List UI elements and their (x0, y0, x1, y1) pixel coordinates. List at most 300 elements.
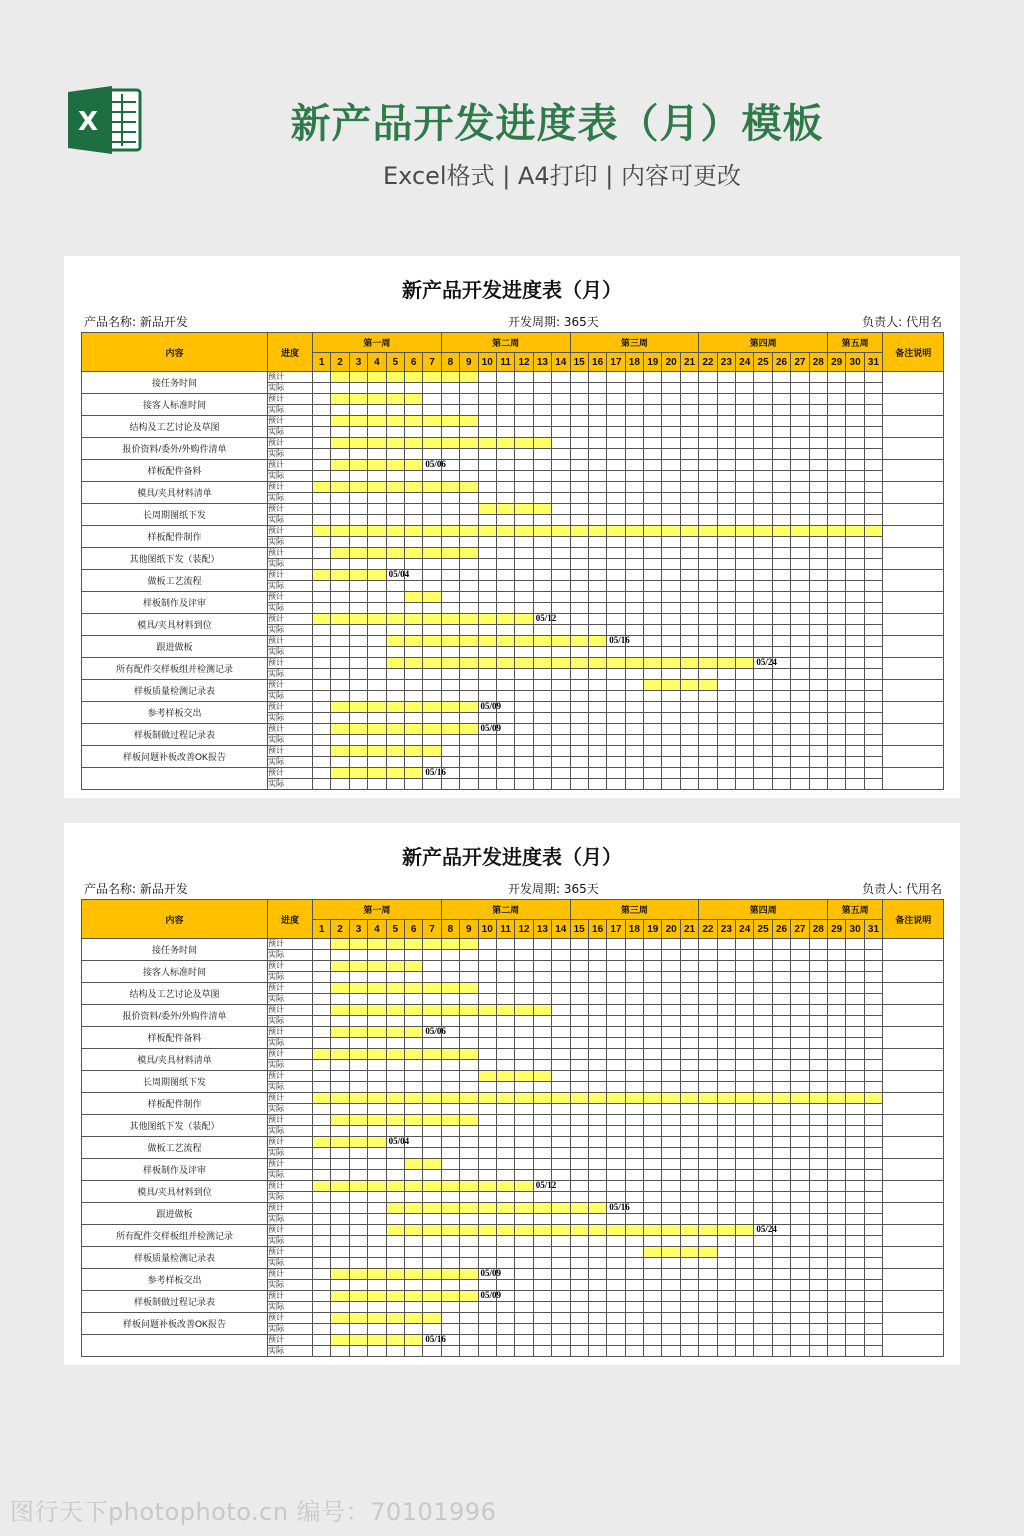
day-cell (404, 1060, 422, 1071)
day-cell (570, 1258, 588, 1269)
day-cell (496, 994, 514, 1005)
day-cell (662, 449, 680, 460)
planned-label: 预计 (268, 939, 313, 950)
day-cell (717, 1071, 735, 1082)
day-cell (736, 735, 754, 746)
day-cell (423, 735, 441, 746)
day-cell (386, 493, 404, 504)
day-cell (496, 757, 514, 768)
day-cell (478, 581, 496, 592)
day-cell (552, 647, 570, 658)
day-cell (404, 603, 422, 614)
day-cell (680, 779, 698, 790)
day-cell (368, 779, 386, 790)
day-cell (662, 1115, 680, 1126)
day-cell (533, 427, 551, 438)
day-cell (386, 1302, 404, 1313)
day-cell (662, 983, 680, 994)
day-cell (349, 471, 367, 482)
day-cell (864, 636, 882, 647)
day-cell (404, 515, 422, 526)
day-cell (680, 983, 698, 994)
planned-label: 预计 (268, 961, 313, 972)
planned-bar-cell (460, 372, 478, 383)
actual-label: 实际 (268, 581, 313, 592)
day-cell (736, 416, 754, 427)
day-cell (460, 493, 478, 504)
day-cell (680, 427, 698, 438)
day-cell (791, 548, 809, 559)
actual-label: 实际 (268, 1126, 313, 1137)
day-cell (809, 504, 827, 515)
day-cell (478, 515, 496, 526)
day-cell (680, 581, 698, 592)
day-cell (515, 1236, 533, 1247)
notes-cell (883, 746, 944, 768)
day-cell (441, 691, 459, 702)
day-cell (423, 713, 441, 724)
day-cell (791, 1016, 809, 1027)
day-cell (441, 1280, 459, 1291)
day-cell (331, 647, 349, 658)
day-cell (791, 680, 809, 691)
day-cell (864, 1225, 882, 1236)
day-cell (588, 1005, 606, 1016)
day-cell (607, 1313, 625, 1324)
day-cell (570, 438, 588, 449)
day-cell (846, 669, 864, 680)
planned-bar-cell (386, 1225, 404, 1236)
day-cell (754, 1324, 772, 1335)
header-day: 2 (331, 353, 349, 372)
day-cell (809, 1148, 827, 1159)
day-cell (607, 1346, 625, 1357)
day-cell (368, 1236, 386, 1247)
day-cell (588, 504, 606, 515)
day-cell (570, 625, 588, 636)
day-cell (423, 1104, 441, 1115)
day-cell (754, 1071, 772, 1082)
day-cell (754, 972, 772, 983)
planned-bar-cell (404, 983, 422, 994)
planned-bar-cell (570, 1093, 588, 1104)
planned-bar-cell (386, 460, 404, 471)
day-cell (607, 592, 625, 603)
day-cell (349, 405, 367, 416)
planned-bar-cell (331, 1313, 349, 1324)
planned-bar-cell (441, 658, 459, 669)
day-cell (570, 592, 588, 603)
day-cell (533, 1170, 551, 1181)
day-cell (791, 394, 809, 405)
day-cell (736, 1038, 754, 1049)
planned-bar-cell (441, 1203, 459, 1214)
day-cell (809, 1071, 827, 1082)
planned-bar-cell (846, 526, 864, 537)
day-cell (662, 972, 680, 983)
day-cell (368, 1258, 386, 1269)
day-cell (791, 1225, 809, 1236)
day-cell (662, 504, 680, 515)
day-cell (368, 636, 386, 647)
day-cell (478, 1082, 496, 1093)
day-cell (515, 1038, 533, 1049)
day-cell (754, 372, 772, 383)
task-name: 所有配件交样板组并检测记录 (82, 1225, 268, 1247)
day-cell (846, 383, 864, 394)
day-cell (846, 1104, 864, 1115)
day-cell (662, 548, 680, 559)
day-cell (607, 647, 625, 658)
day-cell (552, 460, 570, 471)
day-cell (809, 1170, 827, 1181)
day-cell (754, 1192, 772, 1203)
day-cell (809, 1269, 827, 1280)
planned-bar-cell (349, 1137, 367, 1148)
day-cell (791, 1181, 809, 1192)
day-cell (699, 735, 717, 746)
actual-label: 实际 (268, 493, 313, 504)
header-day: 16 (588, 920, 606, 939)
day-cell (809, 1203, 827, 1214)
day-cell (864, 570, 882, 581)
planned-bar-cell (496, 1005, 514, 1016)
header-day: 21 (680, 353, 698, 372)
day-cell (496, 372, 514, 383)
planned-bar-cell (607, 1225, 625, 1236)
day-cell (607, 1324, 625, 1335)
day-cell (552, 592, 570, 603)
planned-bar-cell (662, 526, 680, 537)
day-cell (680, 592, 698, 603)
day-cell (313, 1148, 331, 1159)
day-cell (644, 1280, 662, 1291)
day-cell (772, 449, 790, 460)
day-cell (625, 1038, 643, 1049)
day-cell (828, 1016, 846, 1027)
day-cell (515, 961, 533, 972)
day-cell (386, 1346, 404, 1357)
day-cell (552, 1280, 570, 1291)
day-cell (699, 614, 717, 625)
day-cell (846, 746, 864, 757)
day-cell (717, 383, 735, 394)
day-cell (349, 592, 367, 603)
day-cell (533, 613, 557, 625)
day-cell (846, 1302, 864, 1313)
notes-cell (883, 548, 944, 570)
day-cell (717, 779, 735, 790)
day-cell (552, 779, 570, 790)
day-cell (460, 625, 478, 636)
day-cell (515, 603, 533, 614)
day-cell (754, 680, 772, 691)
planned-bar-cell (349, 1049, 367, 1060)
day-cell (386, 1247, 404, 1258)
day-cell (846, 1192, 864, 1203)
day-cell (809, 779, 827, 790)
day-cell (423, 950, 441, 961)
actual-label: 实际 (268, 1038, 313, 1049)
day-cell (736, 746, 754, 757)
planned-bar-cell (423, 548, 441, 559)
day-cell (736, 372, 754, 383)
day-cell (644, 961, 662, 972)
day-cell (699, 1313, 717, 1324)
planned-bar-cell (441, 1269, 459, 1280)
table-row (82, 482, 944, 493)
planned-bar-cell (349, 438, 367, 449)
day-cell (644, 493, 662, 504)
day-cell (864, 592, 882, 603)
day-cell (441, 757, 459, 768)
day-cell (313, 972, 331, 983)
day-cell (662, 1313, 680, 1324)
day-cell (717, 1258, 735, 1269)
planned-bar-cell (423, 438, 441, 449)
day-cell (552, 669, 570, 680)
planned-bar-cell (368, 939, 386, 950)
day-cell (331, 636, 349, 647)
day-cell (717, 504, 735, 515)
day-cell (368, 972, 386, 983)
day-cell (313, 702, 331, 713)
day-cell (828, 724, 846, 735)
planned-bar-cell (349, 724, 367, 735)
sheet-preview-1 (64, 256, 960, 798)
planned-bar-cell (386, 372, 404, 383)
day-cell (699, 548, 717, 559)
day-cell (791, 972, 809, 983)
planned-bar-cell (331, 526, 349, 537)
day-cell (717, 1049, 735, 1060)
day-cell (460, 1071, 478, 1082)
day-cell (423, 1060, 441, 1071)
day-cell (331, 1159, 349, 1170)
day-cell (588, 559, 606, 570)
day-cell (662, 559, 680, 570)
day-cell (423, 1192, 441, 1203)
task-name: 报价资料/委外/外购件清单 (82, 438, 268, 460)
day-cell (496, 702, 514, 713)
day-cell (331, 1214, 349, 1225)
day-cell (313, 1346, 331, 1357)
day-cell (680, 603, 698, 614)
day-cell (515, 994, 533, 1005)
day-cell (791, 1236, 809, 1247)
actual-label: 实际 (268, 647, 313, 658)
planned-bar-cell (441, 526, 459, 537)
day-cell (717, 1291, 735, 1302)
day-cell (625, 702, 643, 713)
task-name: 接客人标准时间 (82, 394, 268, 416)
day-cell (625, 383, 643, 394)
day-cell (791, 581, 809, 592)
day-cell (680, 1104, 698, 1115)
day-cell (368, 1225, 386, 1236)
planned-bar-cell (331, 983, 349, 994)
notes-cell (883, 939, 944, 961)
day-cell (570, 1236, 588, 1247)
table-row (82, 570, 944, 581)
day-cell (625, 994, 643, 1005)
planned-bar-cell (331, 1335, 349, 1346)
day-cell (644, 394, 662, 405)
planned-bar-cell (478, 504, 496, 515)
notes-cell (883, 1335, 944, 1357)
day-cell (754, 438, 772, 449)
day-cell (644, 427, 662, 438)
planned-bar-cell (349, 394, 367, 405)
planned-bar-cell (460, 658, 478, 669)
day-cell (680, 1324, 698, 1335)
day-cell (644, 581, 662, 592)
day-cell (368, 1071, 386, 1082)
day-cell (423, 1082, 441, 1093)
day-cell (864, 994, 882, 1005)
day-cell (772, 515, 790, 526)
day-cell (515, 383, 533, 394)
day-cell (460, 1324, 478, 1335)
day-cell (754, 779, 772, 790)
planned-bar-cell (331, 702, 349, 713)
day-cell (754, 1126, 772, 1137)
day-cell (625, 680, 643, 691)
day-cell (772, 1115, 790, 1126)
day-cell (644, 1258, 662, 1269)
day-cell (864, 1148, 882, 1159)
planned-bar-cell (368, 482, 386, 493)
day-cell (828, 603, 846, 614)
day-cell (404, 504, 422, 515)
day-cell (331, 658, 349, 669)
planned-bar-cell (441, 636, 459, 647)
day-cell (754, 1049, 772, 1060)
day-cell (404, 1104, 422, 1115)
planned-bar-cell (460, 702, 478, 713)
day-cell (864, 1038, 882, 1049)
day-cell (533, 537, 551, 548)
day-cell (386, 405, 404, 416)
planned-bar-cell (331, 372, 349, 383)
task-name: 模具/夹具材料清单 (82, 1049, 268, 1071)
planned-bar-cell (349, 1181, 367, 1192)
day-cell (607, 1027, 625, 1038)
day-cell (828, 1225, 846, 1236)
day-cell (846, 680, 864, 691)
header-day: 13 (533, 353, 551, 372)
day-cell (754, 1335, 772, 1346)
day-cell (313, 460, 331, 471)
day-cell (496, 1291, 514, 1302)
day-cell (533, 702, 551, 713)
day-cell (680, 405, 698, 416)
planned-bar-cell (423, 1203, 441, 1214)
day-cell (772, 570, 790, 581)
day-cell (791, 603, 809, 614)
header-day: 3 (349, 353, 367, 372)
planned-bar-cell (441, 1181, 459, 1192)
planned-bar-cell (515, 438, 533, 449)
day-cell (791, 449, 809, 460)
due-date: 05/16 (609, 635, 630, 645)
day-cell (736, 713, 754, 724)
planned-bar-cell (404, 658, 422, 669)
due-date: 05/04 (388, 1136, 410, 1146)
day-cell (441, 1258, 459, 1269)
day-cell (809, 1324, 827, 1335)
day-cell (772, 372, 790, 383)
day-cell (699, 581, 717, 592)
planned-bar-cell (864, 1093, 882, 1104)
day-cell (680, 515, 698, 526)
day-cell (717, 669, 735, 680)
day-cell (386, 713, 404, 724)
day-cell (515, 449, 533, 460)
day-cell (717, 1038, 735, 1049)
day-cell (313, 427, 331, 438)
day-cell (736, 669, 754, 680)
day-cell (625, 493, 643, 504)
day-cell (644, 746, 662, 757)
planned-bar-cell (699, 1247, 717, 1258)
day-cell (313, 961, 331, 972)
planned-bar-cell (533, 504, 551, 515)
planned-label: 预计 (268, 1115, 313, 1126)
day-cell (644, 994, 662, 1005)
day-cell (772, 1291, 790, 1302)
day-cell (386, 1214, 404, 1225)
day-cell (846, 1170, 864, 1181)
day-cell (736, 1324, 754, 1335)
day-cell (441, 515, 459, 526)
day-cell (772, 1016, 790, 1027)
planned-bar-cell (423, 614, 441, 625)
day-cell (515, 680, 533, 691)
notes-cell (883, 1203, 944, 1225)
day-cell (754, 1346, 772, 1357)
day-cell (441, 394, 459, 405)
day-cell (864, 1258, 882, 1269)
day-cell (754, 383, 772, 394)
day-cell (772, 603, 790, 614)
planned-bar-cell (404, 1049, 422, 1060)
day-cell (313, 1060, 331, 1071)
day-cell (515, 1280, 533, 1291)
day-cell (607, 548, 625, 559)
actual-label: 实际 (268, 1214, 313, 1225)
day-cell (441, 1082, 459, 1093)
day-cell (404, 757, 422, 768)
day-cell (828, 713, 846, 724)
day-cell (864, 669, 882, 680)
day-cell (644, 372, 662, 383)
day-cell (588, 702, 606, 713)
day-cell (460, 1236, 478, 1247)
day-cell (515, 1324, 533, 1335)
day-cell (368, 559, 386, 570)
day-cell (791, 592, 809, 603)
planned-bar-cell (404, 482, 422, 493)
planned-label: 预计 (268, 614, 313, 625)
day-cell (331, 1060, 349, 1071)
day-cell (478, 669, 496, 680)
day-cell (588, 603, 606, 614)
day-cell (552, 1038, 570, 1049)
day-cell (754, 427, 772, 438)
day-cell (331, 1258, 349, 1269)
planned-label: 预计 (268, 1203, 313, 1214)
